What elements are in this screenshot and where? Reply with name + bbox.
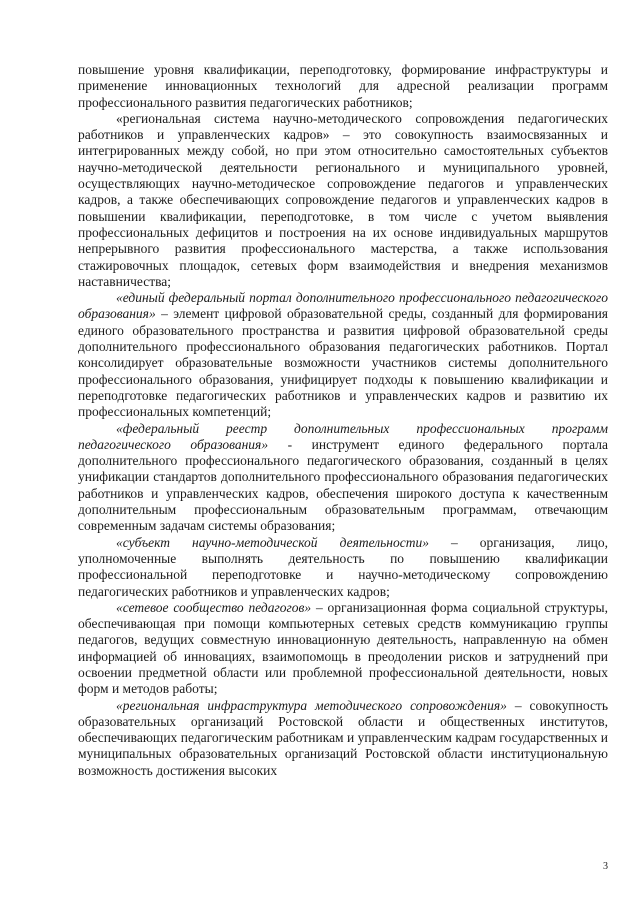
defined-term: «региональная инфраструктура методического сопровождения» [116, 697, 507, 713]
paragraph [78, 600, 608, 698]
paragraph [78, 535, 608, 600]
paragraph-text: повышение уровня квалификации, переподготовку, формирование инфраструктуры и применение инновационных технологий для адресной реализации программ профессионального развития педагогических работников; [78, 62, 608, 110]
paragraph [78, 421, 608, 535]
paragraph [78, 111, 608, 290]
defined-term: «сетевое сообщество педагогов» [116, 599, 312, 615]
document-body [78, 62, 608, 779]
paragraph [78, 290, 608, 420]
paragraph-text: – организация, лицо, уполномоченные выполнять деятельность по повышению квалификации профессиональной переподготовке и научно-методическому сопровождению педагогических работников и управленческих кадров; [78, 534, 608, 599]
paragraph-text: – совокупность образовательных организаций Ростовской области и общественных институтов, обеспечивающих педагогическим работникам и управленческим кадрам государственных и муниципальных образовательных организаций Ростовской области институциональную возможность достижения высоких [78, 697, 608, 778]
paragraph [78, 62, 608, 111]
paragraph-text: – элемент цифровой образовательной среды, созданный для формирования единого образовательного пространства и развития цифровой образовательной среды дополнительного профессионального образования педагогических работников. Портал консолидирует образовательные возможности участников системы дополнительного профессионального образования, унифицирует подходы к повышению квалификации и переподготовке педагогических работников и управленческих кадров и развитию их профессиональных компетенций; [78, 306, 608, 420]
defined-term: «единый федеральный портал дополнительного профессионального педагогического образования» [78, 290, 608, 322]
page-number: 3 [603, 861, 608, 872]
paragraph-text: – организационная форма социальной структуры, обеспечивающая при помощи компьютерных сетевых средств коммуникацию группы педагогов, ведущих совместную инновационную деятельность, направленную на обмен информацией об инновациях, взаимопомощь в преодолении рисков и затруднений при освоении предметной области или проблемной профессиональной деятельности, новых форм и методов работы; [78, 599, 608, 697]
paragraph-text: «региональная система научно-методического сопровождения педагогических работников и управленческих кадров» – это совокупность взаимосвязанных и интегрированных между собой, но при этом относительно самостоятельных субъектов научно-методической деятельности регионального и муниципального уровней, осуществляющих научно-методическое сопровождение педагогов и управленческих кадров, а также обеспечивающих сопровождение педагогов и управленческих кадров в повышении квалификации, переподготовке, в том числе с учетом выявления профессиональных дефицитов и построения на их основе индивидуальных маршрутов непрерывного развития профессионального мастерства, а также использования стажировочных площадок, сетевых форм взаимодействия и внедрения механизмов наставничества; [78, 110, 608, 289]
defined-term: «субъект научно-методической деятельности» [116, 534, 429, 550]
defined-term: «федеральный реестр дополнительных профессиональных программ педагогического образования» [78, 420, 608, 452]
paragraph [78, 698, 608, 779]
paragraph-text: - инструмент единого федерального портала дополнительного профессионального педагогического образования, созданный в целях унификации стандартов дополнительного профессионального образования педагогических работников и управленческих кадров, обеспечения широкого доступа к качественным дополнительным профессиональным образовательным программам, отвечающим современным задачам системы образования; [78, 436, 608, 534]
